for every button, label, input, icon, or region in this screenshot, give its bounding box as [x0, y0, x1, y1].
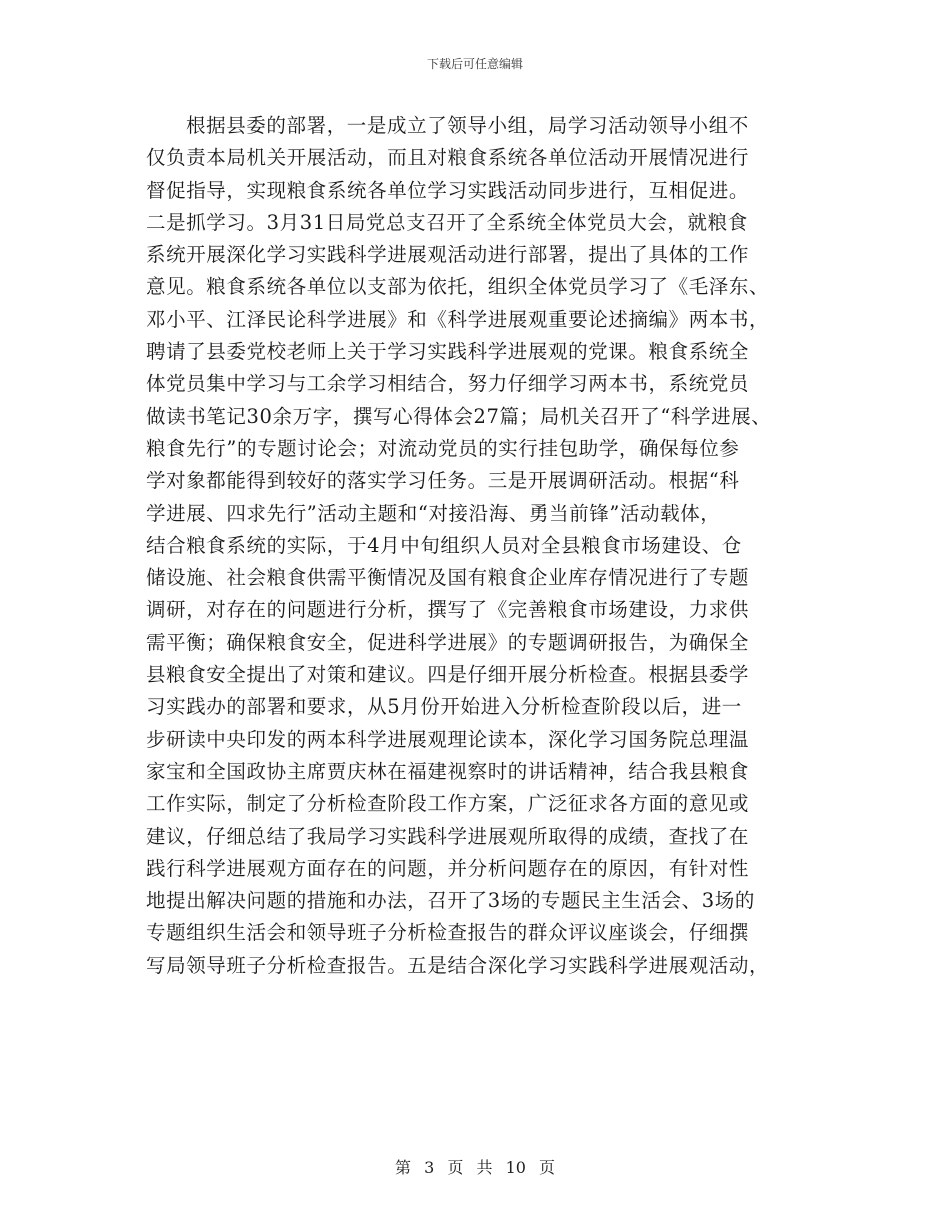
paragraph-line: 储设施、社会粮食供需平衡情况及国有粮食企业库存情况进行了专题 [146, 566, 750, 590]
paragraph-line: 工作实际，制定了分析检查阶段工作方案，广泛征求各方面的意见或 [146, 792, 750, 816]
paragraph-line: 需平衡；确保粮食安全，促进科学进展》的专题调研报告，为确保全 [146, 630, 750, 654]
paragraph-line: 根据县委的部署，一是成立了领导小组，局学习活动领导小组不 [186, 114, 749, 137]
paragraph-line: 习实践办的部署和要求，从5月份开始进入分析检查阶段以后，进一 [146, 695, 742, 719]
paragraph-line: 县粮食安全提出了对策和建议。四是仔细开展分析检查。根据县委学 [146, 663, 750, 687]
paragraph-line: 建议，仔细总结了我局学习实践科学进展观所取得的成绩，查找了在 [146, 824, 750, 848]
paragraph-line: 地提出解决问题的措施和办法，召开了3场的专题民主生活会、3场的 [146, 889, 755, 913]
paragraph-line: 邓小平、江泽民论科学进展》和《科学进展观重要论述摘编》两本书， [146, 307, 770, 331]
footer-suffix: 页 [539, 1158, 556, 1177]
paragraph-line: 仅负责本局机关开展活动，而且对粮食系统各单位活动开展情况进行 [146, 146, 750, 170]
header-note: 下载后可任意编辑 [426, 57, 523, 71]
paragraph-line: 意见。粮食系统各单位以支部为依托，组织全体党员学习了《毛泽东、 [146, 275, 770, 299]
paragraph-line: 二是抓学习。3月31日局党总支召开了全系统全体党员大会，就粮食 [146, 210, 748, 234]
paragraph-line: 调研，对存在的问题进行分析，撰写了《完善粮食市场建设，力求供 [146, 598, 750, 622]
paragraph-line: 步研读中央印发的两本科学进展观理论读本，深化学习国务院总理温 [146, 727, 750, 751]
body-text [146, 110, 816, 982]
footer-total-word: 共 [476, 1158, 493, 1177]
paragraph-line: 写局领导班子分析检查报告。五是结合深化学习实践科学进展观活动， [146, 953, 770, 977]
paragraph-line: 专题组织生活会和领导班子分析检查报告的群众评议座谈会，仔细撰 [146, 921, 750, 945]
paragraph-line: 做读书笔记30余万字，撰写心得体会27篇；局机关召开了“科学进展、 [146, 404, 772, 428]
paragraph-line: 聘请了县委党校老师上关于学习实践科学进展观的党课。粮食系统全 [146, 340, 750, 364]
footer-page-word: 页 [447, 1158, 464, 1177]
paragraph-line: 系统开展深化学习实践科学进展观活动进行部署，提出了具体的工作 [146, 243, 750, 267]
current-page-number: 3 [424, 1158, 435, 1177]
paragraph-line: 学进展、四求先行”活动主题和“对接沿海、勇当前锋”活动载体， [146, 501, 721, 525]
paragraph-line: 践行科学进展观方面存在的问题，并分析问题存在的原因，有针对性 [146, 856, 750, 880]
page-number-footer [0, 1155, 950, 1178]
paragraph-line: 粮食先行”的专题讨论会；对流动党员的实行挂包助学，确保每位参 [146, 436, 740, 460]
paragraph-line: 家宝和全国政协主席贾庆林在福建视察时的讲话精神，结合我县粮食 [146, 759, 750, 783]
paragraph-line: 结合粮食系统的实际，于4月中旬组织人员对全县粮食市场建设、仓 [146, 533, 742, 557]
paragraph-line: 体党员集中学习与工余学习相结合，努力仔细学习两本书，系统党员 [146, 372, 750, 396]
total-pages-number: 10 [505, 1158, 526, 1177]
paragraph-line: 督促指导，实现粮食系统各单位学习实践活动同步进行，互相促进。 [146, 178, 750, 202]
footer-prefix: 第 [394, 1158, 411, 1177]
paragraph-line: 学对象都能得到较好的落实学习任务。三是开展调研活动。根据“科 [146, 469, 740, 493]
